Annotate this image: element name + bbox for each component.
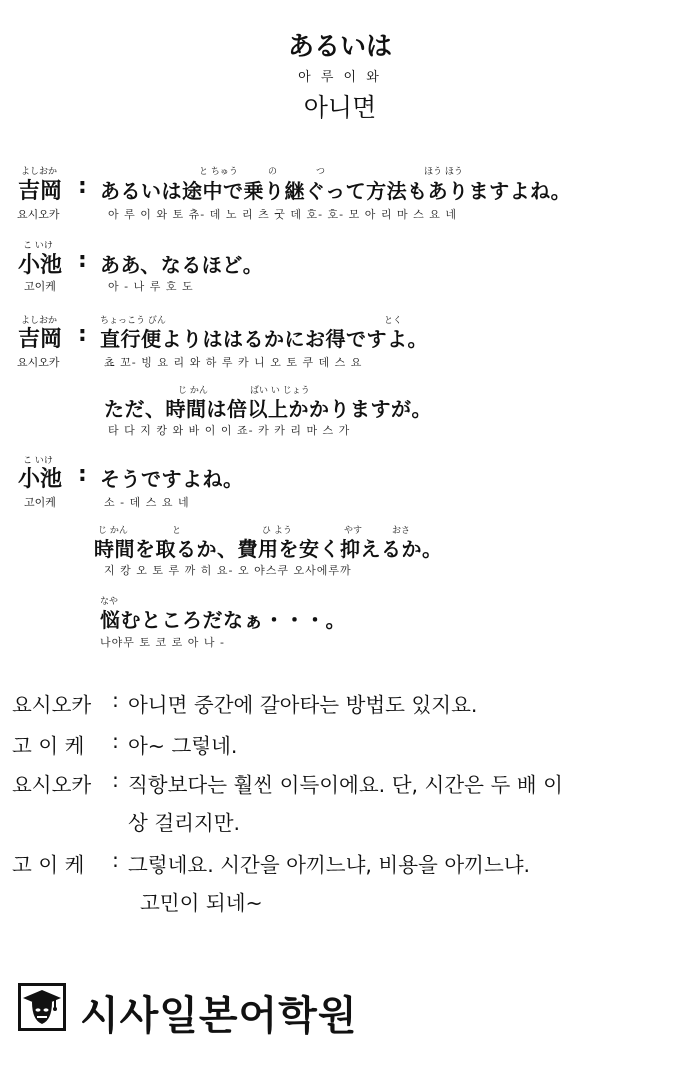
speaker-name: 小池 [18,467,63,492]
speaker-name: 吉岡 [18,327,63,352]
colon: : [78,322,87,347]
speaker-reading: 요시오카 [17,356,60,369]
speaker-name: 小池 [18,253,63,278]
japanese-line: 直行便よりははるかにお得ですよ。 [100,327,428,351]
korean-reading: 아 루 이 와 토 츄- 데 노 리 츠 굿 데 호- 호- 모 아 리 마 스 요 네 [108,208,457,221]
furigana: つ [316,167,326,177]
furigana: ばい い じょう [250,386,310,396]
school-name: 시사일본어학원 [80,993,358,1039]
translation-speaker: 요시오카 [12,693,92,717]
title-reading: 아 루 이 와 [298,70,382,85]
title-japanese: あるいは [287,32,392,62]
speaker-reading: 고이케 [24,280,56,293]
korean-reading: 나야무 토 코 로 아 나 - [100,636,225,649]
furigana: と [172,526,182,536]
furigana: じ かん [98,526,128,536]
japanese-line: ただ、時間は倍以上かかりますが。 [104,397,432,421]
japanese-line: 悩むところだなぁ・・・。 [100,608,346,632]
title-korean: 아니면 [303,93,377,122]
furigana: おさ [392,526,411,536]
korean-reading: 소 - 데 스 요 네 [104,496,190,509]
furigana: やす [344,526,363,536]
translation-speaker: 고 이 케 [12,853,85,877]
speaker-furigana: よしおか [21,316,58,326]
translation-text-cont: 상 걸리지만. [128,811,241,835]
translation-speaker: 고 이 케 [12,734,85,758]
furigana: ほう ほう [424,167,463,177]
furigana: ひ よう [262,526,292,536]
translation-text: 아~ 그렇네. [128,734,238,758]
furigana: の [268,167,278,177]
translation-speaker: 요시오카 [12,773,92,797]
translation-colon: : [112,848,119,872]
translation-text: 직항보다는 훨씬 이득이에요. 단, 시간은 두 배 이 [128,773,563,797]
japanese-line: そうですよね。 [100,467,244,491]
furigana: とく [384,316,403,326]
japanese-line: あるいは途中で乗り継ぐって方法もありますよね。 [100,179,572,203]
korean-reading: 타 다 지 캉 와 바 이 이 죠- 카 카 리 마 스 가 [108,424,351,437]
translation-text: 그렇네요. 시간을 아끼느냐, 비용을 아끼느냐. [128,853,531,877]
graduate-cap-face-icon [18,983,66,1031]
colon: : [78,248,87,273]
translation-colon: : [112,729,119,753]
furigana: ちょっこう びん [100,316,166,326]
translation-text: 아니면 중간에 갈아타는 방법도 있지요. [128,693,478,717]
translation-colon: : [112,768,119,792]
furigana: と ちゅう [199,167,238,177]
speaker-reading: 요시오카 [17,208,60,221]
colon: : [78,462,87,487]
speaker-name: 吉岡 [18,179,63,204]
colon: : [78,174,87,199]
speaker-reading: 고이케 [24,496,56,509]
furigana: じ かん [178,386,208,396]
translation-colon: : [112,688,119,712]
speaker-furigana: よしおか [21,167,58,177]
korean-reading: 쵸 꼬- 빙 요 리 와 하 루 카 니 오 토 쿠 데 스 요 [104,356,363,369]
translation-text-cont: 고민이 되네~ [140,891,263,915]
furigana: なや [100,597,119,607]
korean-reading: 지 캉 오 토 루 까 히 요- 오 야스쿠 오사에루까 [104,564,352,577]
speaker-furigana: こ いけ [23,241,53,251]
speaker-furigana: こ いけ [23,456,53,466]
korean-reading: 아 - 나 루 호 도 [108,280,194,293]
japanese-line: ああ、なるほど。 [100,253,264,277]
japanese-line: 時間を取るか、費用を安く抑えるか。 [94,537,443,561]
